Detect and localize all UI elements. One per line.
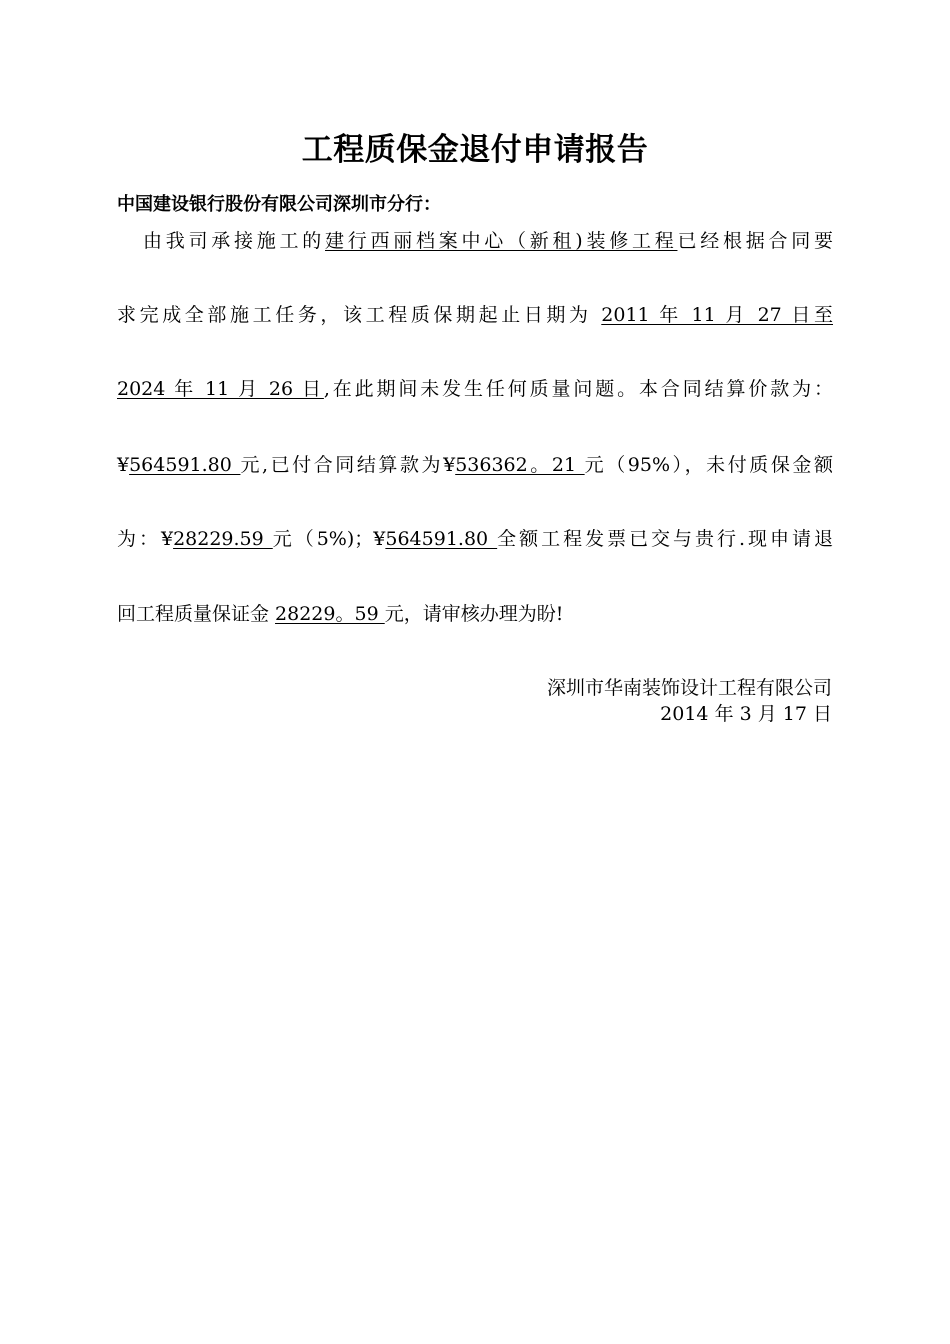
body-line-1: [143, 226, 833, 256]
body-text: 已经根据合同要: [677, 230, 833, 252]
invoice-amount: 564591.80: [385, 528, 498, 550]
body-text: 回工程质量保证金: [117, 603, 276, 625]
currency-symbol: ¥: [117, 454, 130, 476]
body-line-2: [117, 300, 833, 330]
body-text: 全额工程发票已交与贵行.现申请退: [497, 528, 833, 550]
body-line-4: [117, 450, 833, 480]
project-name: 建行西丽档案中心（新租)装修工程: [325, 230, 678, 252]
contract-total-amount: 564591.80: [129, 454, 241, 476]
addressee: 中国建设银行股份有限公司深圳市分行：: [117, 194, 441, 215]
body-text: 由我司承接施工的: [143, 230, 326, 252]
document-title: 工程质保金退付申请报告: [301, 132, 649, 168]
body-text: 元（5%)；¥: [272, 528, 386, 550]
body-text: 求完成全部施工任务，该工程质保期起止日期为: [117, 304, 602, 326]
unpaid-retention-amount: 28229.59: [173, 528, 273, 550]
body-text: 元（95%），未付质保金额: [584, 454, 833, 476]
body-line-6: [117, 599, 833, 629]
body-text: ,在此期间未发生任何质量问题。本合同结算价款为：: [323, 378, 833, 400]
warranty-start-date: 2011 年 11 月 27 日至: [601, 304, 833, 326]
signature-company: 深圳市华南装饰设计工程有限公司: [546, 677, 832, 699]
body-line-3: [117, 374, 833, 404]
body-text: 为：¥: [117, 528, 174, 550]
body-text: 元，请审核办理为盼!: [384, 603, 564, 625]
body-line-5: [117, 524, 833, 554]
body-text: 元,已付合同结算款为¥: [240, 454, 456, 476]
signature-date: 2014 年 3 月 17 日: [660, 703, 832, 725]
refund-amount: 28229。59: [275, 603, 385, 625]
warranty-end-date: 2024 年 11 月 26 日: [117, 378, 324, 400]
paid-amount: 536362。21: [455, 454, 585, 476]
